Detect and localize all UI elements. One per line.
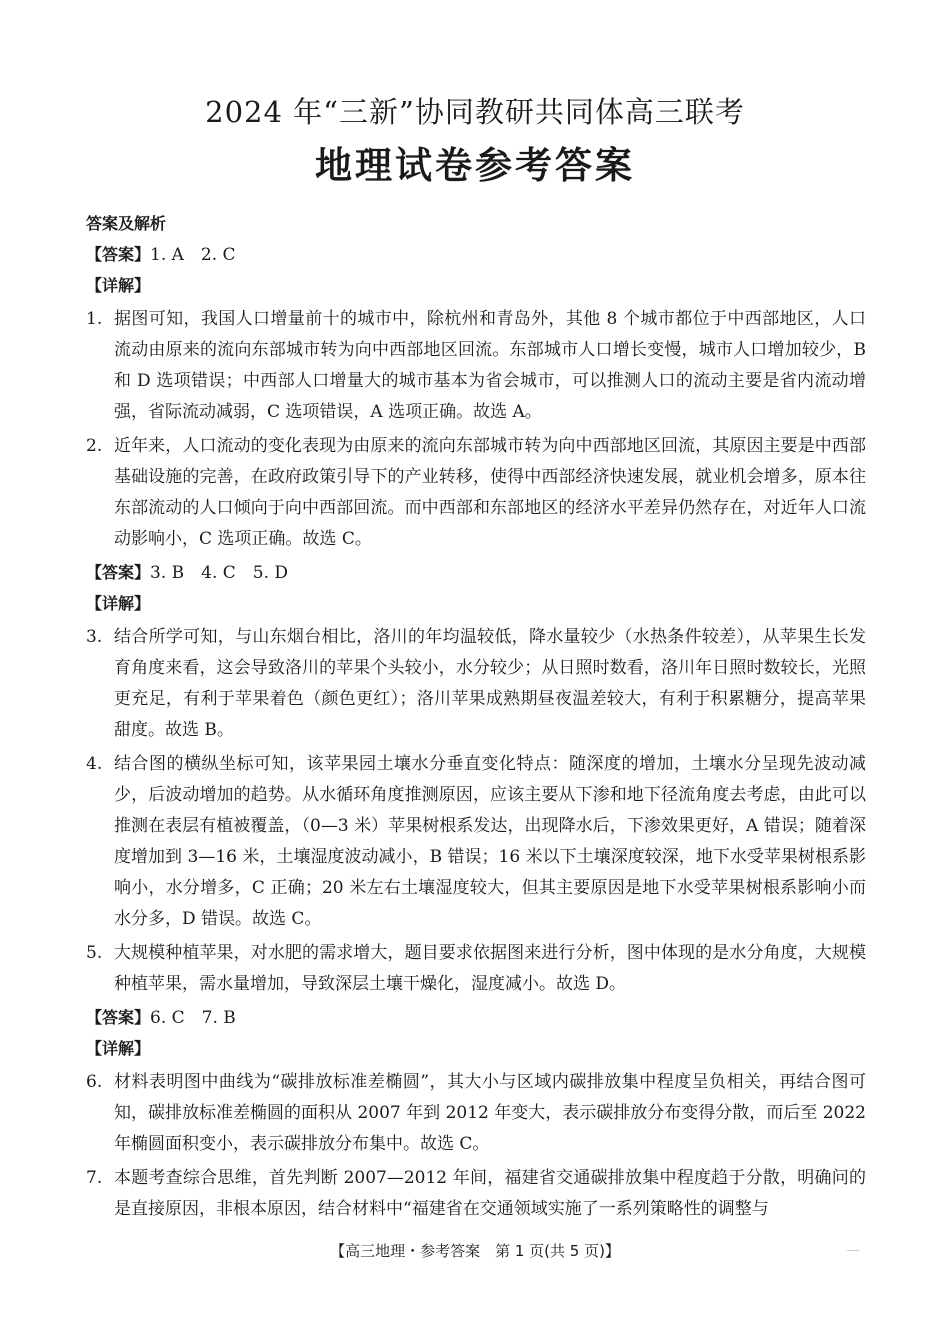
item-text: 结合图的横纵坐标可知，该苹果园土壤水分垂直变化特点：随深度的增加，土壤水分呈现先波动减少，后波动增加的趋势。从水循环角度推测原因，应该主要从下渗和地下径流角度去考虑，由此可以推测在表层有植被覆盖，（0—3 米）苹果树根系发达，出现降水后，下渗效果更好，A 错误；随着深度增加到 3—16 米，土壤湿度波动减小，B 错误；16 米以下土壤深度较深，地下水受苹果树根系影响小，水分增多，C 正确；20 米左右土壤湿度较大，但其主要原因是地下水受苹果树根系影响小而水分多，D 错误。故选 C。 bbox=[114, 754, 866, 929]
item-text: 据图可知，我国人口增量前十的城市中，除杭州和青岛外，其他 8 个城市都位于中西部地区，人口流动由原来的流向东部城市转为向中西部地区回流。东部城市人口增长变慢，城市人口增加较少，B 和 D 选项错误；中西部人口增量大的城市基本为省会城市，可以推测人口的流动主要是省内流动增强，省际流动减弱，C 选项错误，A 选项正确。故选 A。 bbox=[114, 309, 866, 422]
item-text: 本题考查综合思维，首先判断 2007—2012 年间，福建省交通碳排放集中程度趋于分散，明确问的是直接原因，非根本原因，结合材料中“福建省在交通领域实施了一系列策略性的调整与 bbox=[114, 1168, 866, 1219]
explanation-item bbox=[86, 749, 866, 935]
explanation-item bbox=[86, 1067, 866, 1160]
explanation-item bbox=[86, 622, 866, 746]
item-number: 4. bbox=[86, 754, 103, 774]
item-text: 大规模种植苹果，对水肥的需求增大，题目要求依据图来进行分析，图中体现的是水分角度，大规模种植苹果，需水量增加，导致深层土壤干燥化，湿度减小。故选 D。 bbox=[114, 943, 866, 994]
item-number: 5. bbox=[86, 943, 103, 963]
detail-label: 【详解】 bbox=[86, 594, 151, 613]
item-number: 2. bbox=[86, 436, 103, 456]
item-text: 结合所学可知，与山东烟台相比，洛川的年均温较低，降水量较少（水热条件较差），从苹果生长发育角度来看，这会导致洛川的苹果个头较小，水分较少；从日照时数看，洛川年日照时数较长，光照更充足，有利于苹果着色（颜色更红）；洛川苹果成熟期昼夜温差较大，有利于积累糖分，提高苹果甜度。故选 B。 bbox=[114, 627, 866, 740]
item-number: 1. bbox=[86, 309, 103, 329]
item-number: 6. bbox=[86, 1072, 103, 1092]
section-title: 答案及解析 bbox=[86, 214, 167, 233]
detail-label: 【详解】 bbox=[86, 276, 151, 295]
item-text: 材料表明图中曲线为“碳排放标准差椭圆”，其大小与区域内碳排放集中程度呈负相关，再结合图可知，碳排放标准差椭圆的面积从 2007 年到 2012 年变大，表示碳排放分布变得分散，而后至 2022 年椭圆面积变小，表示碳排放分布集中。故选 C。 bbox=[114, 1072, 866, 1154]
page-footer: 【高三地理・参考答案 第 1 页(共 5 页)】 bbox=[330, 1242, 620, 1260]
explanation-item bbox=[86, 431, 866, 555]
answer-label: 【答案】 bbox=[86, 563, 151, 582]
answer-line bbox=[86, 239, 866, 270]
exam-title: 2024 年“三新”协同教研共同体高三联考 bbox=[205, 95, 745, 129]
detail-label: 【详解】 bbox=[86, 1039, 151, 1058]
explanation-item bbox=[86, 1163, 866, 1225]
answer-values: 1. A 2. C bbox=[150, 245, 236, 265]
answer-line bbox=[86, 1002, 866, 1033]
item-number: 7. bbox=[86, 1168, 103, 1188]
answer-label: 【答案】 bbox=[86, 245, 151, 264]
item-text: 近年来，人口流动的变化表现为由原来的流向东部城市转为向中西部地区回流，其原因主要是中西部基础设施的完善，在政府政策引导下的产业转移，使得中西部经济快速发展，就业机会增多，原本往东部流动的人口倾向于向中西部回流。而中西部和东部地区的经济水平差异仍然存在，对近年人口流动影响小，C 选项正确。故选 C。 bbox=[114, 436, 866, 549]
answer-content bbox=[86, 208, 866, 1227]
answer-values: 6. C 7. B bbox=[150, 1008, 236, 1028]
explanation-item bbox=[86, 938, 866, 1000]
explanation-item bbox=[86, 304, 866, 428]
answer-label: 【答案】 bbox=[86, 1008, 151, 1027]
document-title: 地理试卷参考答案 bbox=[315, 144, 635, 187]
answer-line bbox=[86, 557, 866, 588]
item-number: 3. bbox=[86, 627, 103, 647]
answer-values: 3. B 4. C 5. D bbox=[150, 563, 289, 583]
corner-mark bbox=[847, 1250, 859, 1251]
